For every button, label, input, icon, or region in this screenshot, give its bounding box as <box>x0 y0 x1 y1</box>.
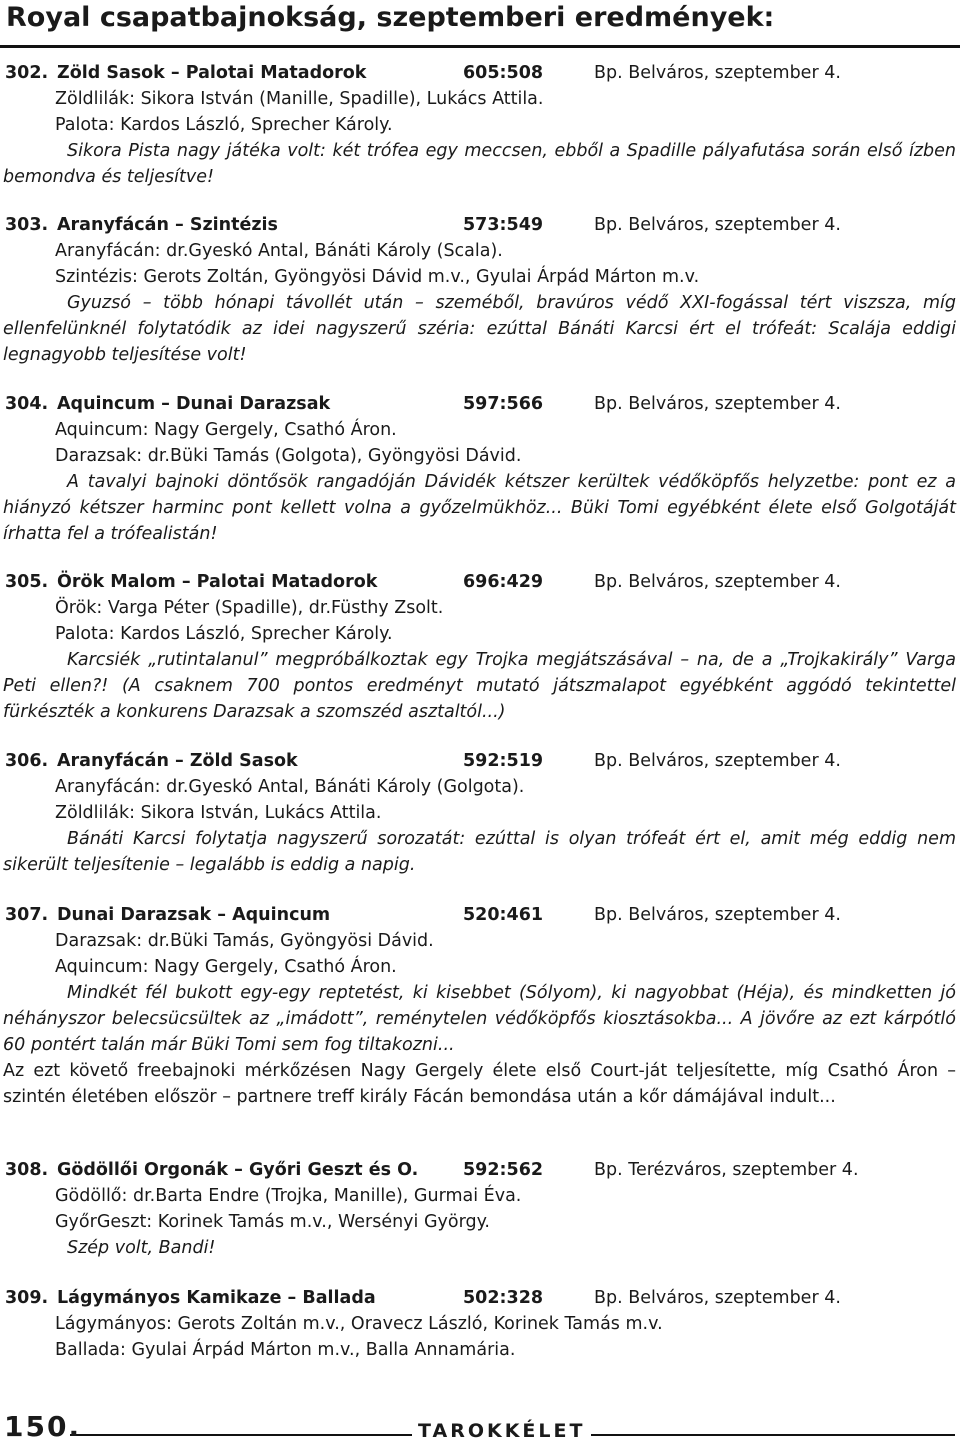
match-score: 502:328 <box>463 1288 544 1308</box>
match-venue: Bp. Belváros, szeptember 4. <box>594 572 841 592</box>
match-score: 696:429 <box>463 572 544 592</box>
match-number: 304. <box>5 394 49 414</box>
match-number: 308. <box>5 1160 49 1180</box>
player-line: Aquincum: Nagy Gergely, Csathó Áron. <box>55 957 397 977</box>
match-comment: Sikora Pista nagy játéka volt: két trófea egy meccsen, ebből a Spadille pályafutása során első ízben bemondva és teljesítve! <box>3 141 956 187</box>
match-number: 305. <box>5 572 49 592</box>
title-bar <box>0 0 960 48</box>
match-304 <box>0 391 960 547</box>
match-teams: Lágymányos Kamikaze – Ballada <box>57 1288 376 1308</box>
page-footer <box>0 1410 960 1444</box>
player-line: Zöldlilák: Sikora István, Lukács Attila. <box>55 803 382 823</box>
match-comment: Mindkét fél bukott egy-egy reptetést, ki kisebbet (Sólyom), ki nagyobbat (Héja), és mindketten jó néhányszor belecsücsültek az „imádott”, reménytelen védőköpfős kiosztásokba... A jövőre az ezt kárpótló 60 pontért talán már Büki Tomi sem fog tiltakozni... <box>3 983 956 1055</box>
match-venue: Bp. Belváros, szeptember 4. <box>594 215 841 235</box>
match-teams: Zöld Sasok – Palotai Matadorok <box>57 63 367 83</box>
player-line: Lágymányos: Gerots Zoltán m.v., Oravecz László, Korinek Tamás m.v. <box>55 1314 663 1334</box>
match-303 <box>0 212 960 368</box>
match-venue: Bp. Terézváros, szeptember 4. <box>594 1160 859 1180</box>
match-venue: Bp. Belváros, szeptember 4. <box>594 1288 841 1308</box>
match-teams: Örök Malom – Palotai Matadorok <box>57 572 378 592</box>
match-score: 573:549 <box>463 215 544 235</box>
match-note: Az ezt követő freebajnoki mérkőzésen Nagy Gergely élete első Court-ját teljesítette, míg Csathó Áron – szintén életében először – partnere treff király Fácán bemondása után a kőr dámájával indult... <box>3 1061 956 1107</box>
match-score: 520:461 <box>463 905 544 925</box>
player-line: Darazsak: dr.Büki Tamás (Golgota), Gyöngyösi Dávid. <box>55 446 522 466</box>
match-teams: Gödöllői Orgonák – Győri Geszt és O. <box>57 1160 419 1180</box>
page-title: Royal csapatbajnokság, szeptemberi eredmények: <box>6 2 775 33</box>
match-header <box>0 391 960 417</box>
match-venue: Bp. Belváros, szeptember 4. <box>594 905 841 925</box>
match-comment: Szép volt, Bandi! <box>67 1238 216 1258</box>
player-line: Aquincum: Nagy Gergely, Csathó Áron. <box>55 420 397 440</box>
magazine-name: TAROKKÉLET <box>412 1420 591 1442</box>
player-line: Palota: Kardos László, Sprecher Károly. <box>55 115 393 135</box>
match-header <box>0 1157 960 1183</box>
match-score: 597:566 <box>463 394 544 414</box>
match-comment: Bánáti Karcsi folytatja nagyszerű sorozatát: ezúttal is olyan trófeát ért el, amit még eddig nem sikerült teljesítenie – legalább is eddig a napig. <box>3 829 956 875</box>
match-teams: Dunai Darazsak – Aquincum <box>57 905 331 925</box>
match-header <box>0 60 960 86</box>
match-305 <box>0 569 960 725</box>
match-309 <box>0 1285 960 1363</box>
match-header <box>0 1285 960 1311</box>
player-line: Aranyfácán: dr.Gyeskó Antal, Bánáti Károly (Golgota). <box>55 777 525 797</box>
match-score: 592:519 <box>463 751 544 771</box>
match-venue: Bp. Belváros, szeptember 4. <box>594 63 841 83</box>
match-header <box>0 212 960 238</box>
match-score: 605:508 <box>463 63 544 83</box>
match-header <box>0 569 960 595</box>
match-comment: Karcsiék „rutintalanul” megpróbálkoztak egy Trojka megjátszásával – na, de a „Trojkakirály” Varga Peti ellen?! (A csaknem 700 pontos eredményt mutató játszmalapot egyébként aggódó tekintettel fürkészték a konkurens Darazsak a szomszéd asztaltól...) <box>3 650 956 722</box>
player-line: Szintézis: Gerots Zoltán, Gyöngyösi Dávid m.v., Gyulai Árpád Márton m.v. <box>55 267 700 287</box>
player-line: Ballada: Gyulai Árpád Márton m.v., Balla Annamária. <box>55 1340 516 1360</box>
match-307 <box>0 902 960 1110</box>
match-306 <box>0 748 960 878</box>
player-line: Palota: Kardos László, Sprecher Károly. <box>55 624 393 644</box>
match-number: 309. <box>5 1288 49 1308</box>
match-header <box>0 748 960 774</box>
match-number: 303. <box>5 215 49 235</box>
match-venue: Bp. Belváros, szeptember 4. <box>594 751 841 771</box>
player-line: GyőrGeszt: Korinek Tamás m.v., Wersényi György. <box>55 1212 490 1232</box>
match-teams: Aquincum – Dunai Darazsak <box>57 394 331 414</box>
match-number: 307. <box>5 905 49 925</box>
player-line: Zöldlilák: Sikora István (Manille, Spadille), Lukács Attila. <box>55 89 544 109</box>
match-308 <box>0 1157 960 1261</box>
match-number: 302. <box>5 63 49 83</box>
match-header <box>0 902 960 928</box>
match-number: 306. <box>5 751 49 771</box>
match-teams: Aranyfácán – Szintézis <box>57 215 278 235</box>
match-teams: Aranyfácán – Zöld Sasok <box>57 751 298 771</box>
player-line: Gödöllő: dr.Barta Endre (Trojka, Manille), Gurmai Éva. <box>55 1186 522 1206</box>
match-score: 592:562 <box>463 1160 544 1180</box>
page-number: 150. <box>4 1410 82 1443</box>
player-line: Aranyfácán: dr.Gyeskó Antal, Bánáti Károly (Scala). <box>55 241 503 261</box>
match-venue: Bp. Belváros, szeptember 4. <box>594 394 841 414</box>
match-302 <box>0 60 960 190</box>
player-line: Darazsak: dr.Büki Tamás, Gyöngyösi Dávid. <box>55 931 434 951</box>
match-comment: A tavalyi bajnoki döntősök rangadóján Dávidék kétszer kerültek védőköpfős helyzetbe: pont ez a hiányzó kétszer harminc pont kellett volna a győzelmükhöz... Büki Tomi egyébként élete első Golgotáját írhatta fel a trófealistán! <box>3 472 956 544</box>
match-comment: Gyuzsó – több hónapi távollét után – szeméből, bravúros védő XXI-fogással tért viszsza, míg ellenfelünknél folytatódik az idei nagyszerű széria: ezúttal Bánáti Karcsi ért el trófeát: Scalája eddigi legnagyobb teljesítése volt! <box>3 293 956 365</box>
player-line: Örök: Varga Péter (Spadille), dr.Füsthy Zsolt. <box>55 598 444 618</box>
